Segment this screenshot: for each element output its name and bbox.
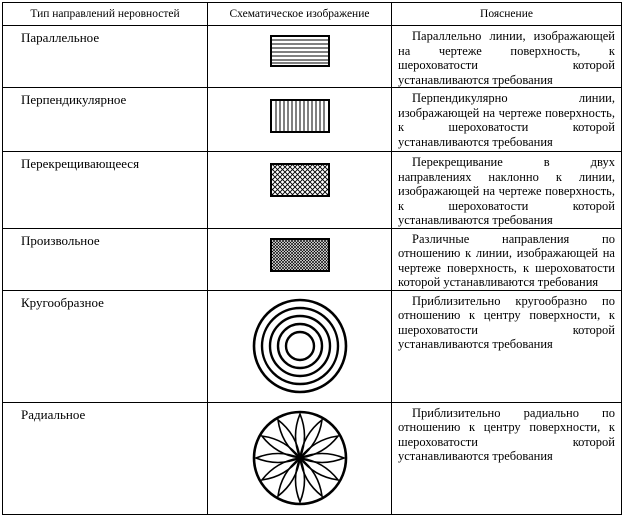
explanation-text: Параллельно линии, изображающей на чертеже поверхность, к шероховатости которой устанавливаются требования	[392, 26, 622, 88]
schematic-cell	[208, 26, 392, 88]
type-label: Перекрещивающееся	[3, 152, 208, 229]
rosette-petal	[300, 453, 344, 462]
table-row	[3, 26, 622, 88]
header-schematic: Схематическое изображение	[208, 3, 392, 26]
radial-rosette-icon	[240, 403, 360, 513]
type-label: Радиальное	[3, 402, 208, 514]
explanation-text: Перпендикулярно линии, изображающей на чертеже поверхность, к шероховатости которой устанавливаются требования	[392, 88, 622, 152]
table-row	[3, 88, 622, 152]
explanation-text: Перекрещивание в двух направлениях наклонно к линии, изображающей на чертеже поверхность, к шероховатости которой устанавливаются требования	[392, 152, 622, 229]
rosette-petal	[256, 453, 300, 462]
table-row	[3, 228, 622, 290]
schematic-cell	[208, 402, 392, 514]
crossed-lines-icon	[265, 152, 335, 208]
type-label: Перпендикулярное	[3, 88, 208, 152]
type-label: Параллельное	[3, 26, 208, 88]
explanation-text: Приблизительно радиально по отношению к центру поверхности, к шероховатости которой устанавливаются требования	[392, 402, 622, 514]
parallel-lines-icon	[265, 26, 335, 76]
rosette-petal	[295, 414, 304, 458]
explanation-text: Различные направления по отношению к линии, изображающей на чертеже поверхность, к шероховатости которой устанавливаются требования	[392, 228, 622, 290]
schematic-cell	[208, 88, 392, 152]
explanation-text: Приблизительно кругообразно по отношению к центру поверхности, к шероховатости которой устанавливаются требования	[392, 290, 622, 402]
table-header-row	[3, 3, 622, 26]
schematic-cell	[208, 228, 392, 290]
header-explanation: Пояснение	[392, 3, 622, 26]
roughness-direction-table	[2, 2, 621, 492]
type-label: Кругообразное	[3, 290, 208, 402]
schematic-cell	[208, 290, 392, 402]
table-row	[3, 290, 622, 402]
type-label: Произвольное	[3, 228, 208, 290]
perpendicular-lines-icon	[265, 88, 335, 144]
table-row	[3, 152, 622, 229]
table-row	[3, 402, 622, 514]
table-grid	[2, 2, 622, 515]
random-texture-icon	[265, 229, 335, 285]
header-type: Тип направлений неровностей	[3, 3, 208, 26]
concentric-circles-icon	[240, 291, 360, 401]
schematic-cell	[208, 152, 392, 229]
rosette-petal	[295, 458, 304, 502]
